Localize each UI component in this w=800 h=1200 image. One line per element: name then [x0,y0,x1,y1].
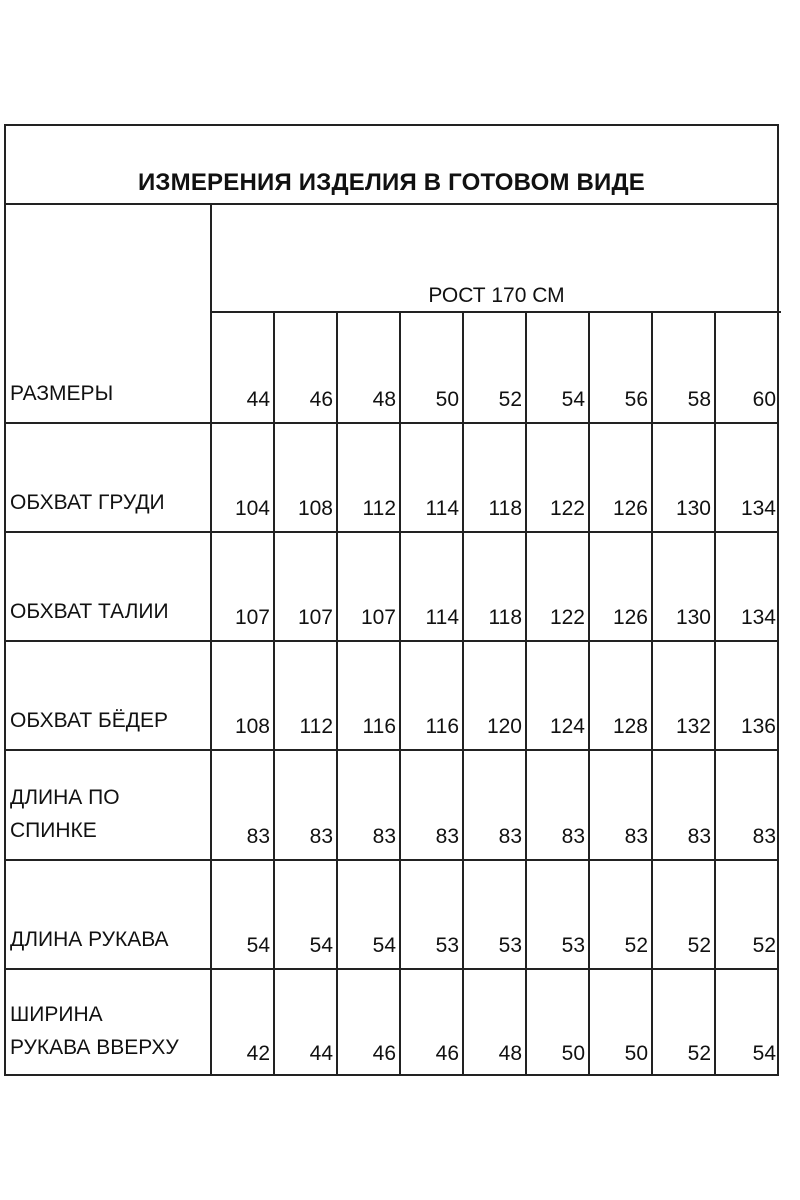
size-value-cell: 118 [488,497,522,520]
size-value-cell: 116 [425,715,459,738]
size-value-cell: 132 [675,715,711,738]
column-divider [714,313,716,1076]
size-value-cell: 60 [752,388,776,411]
size-value-cell: 122 [549,497,585,520]
size-value-cell: 134 [740,497,776,520]
size-value-cell: 112 [362,497,396,520]
height-header-cell [210,205,781,313]
size-value-cell: 83 [687,825,711,848]
size-value-cell: 136 [740,715,776,738]
size-value-cell: 54 [309,934,333,957]
size-value-cell: 48 [498,1042,522,1065]
row-label: ДЛИНА РУКАВА [10,928,169,951]
height-label: РОСТ 170 СМ [428,284,565,307]
row-divider [6,531,779,533]
title-cell [6,126,777,205]
size-value-cell: 107 [360,606,396,629]
size-value-cell: 46 [435,1042,459,1065]
size-value-cell: 107 [297,606,333,629]
size-value-cell: 130 [675,606,711,629]
column-divider [336,313,338,1076]
size-value-cell: 52 [687,934,711,957]
column-divider [273,313,275,1076]
size-value-cell: 46 [309,388,333,411]
size-value-cell: 54 [561,388,585,411]
size-value-cell: 54 [246,934,270,957]
size-value-cell: 44 [309,1042,333,1065]
size-value-cell: 112 [299,715,333,738]
size-value-cell: 118 [488,606,522,629]
size-value-cell: 134 [740,606,776,629]
size-value-cell: 120 [486,715,522,738]
size-value-cell: 53 [498,934,522,957]
table-title: ИЗМЕРЕНИЯ ИЗДЕЛИЯ В ГОТОВОМ ВИДЕ [137,169,646,196]
size-value-cell: 83 [435,825,459,848]
size-value-cell: 52 [498,388,522,411]
column-divider [399,313,401,1076]
row-label: ОБХВАТ ГРУДИ [10,491,165,514]
size-value-cell: 126 [612,606,648,629]
size-value-cell: 54 [372,934,396,957]
size-value-cell: 114 [425,497,459,520]
row-divider [6,968,779,970]
row-divider [6,859,779,861]
column-divider [651,313,653,1076]
size-value-cell: 52 [687,1042,711,1065]
column-divider [588,313,590,1076]
size-value-cell: 104 [234,497,270,520]
row-label: ДЛИНА ПО СПИНКЕ [10,786,120,842]
size-value-cell: 83 [309,825,333,848]
size-value-cell: 46 [372,1042,396,1065]
size-value-cell: 83 [498,825,522,848]
size-value-cell: 52 [624,934,648,957]
size-value-cell: 83 [624,825,648,848]
size-value-cell: 50 [561,1042,585,1065]
row-label: ОБХВАТ ТАЛИИ [10,600,169,623]
size-value-cell: 128 [612,715,648,738]
size-value-cell: 126 [612,497,648,520]
row-divider [6,422,779,424]
size-value-cell: 107 [234,606,270,629]
size-value-cell: 108 [234,715,270,738]
column-divider [462,313,464,1076]
size-value-cell: 56 [624,388,648,411]
size-value-cell: 53 [435,934,459,957]
size-value-cell: 44 [246,388,270,411]
size-chart-table [4,124,779,1076]
size-value-cell: 58 [687,388,711,411]
column-divider [525,313,527,1076]
size-value-cell: 122 [549,606,585,629]
row-label: ШИРИНА РУКАВА ВВЕРХУ [10,1003,179,1059]
size-value-cell: 83 [561,825,585,848]
size-value-cell: 50 [435,388,459,411]
size-value-cell: 130 [675,497,711,520]
size-value-cell: 114 [425,606,459,629]
size-value-cell: 53 [561,934,585,957]
size-value-cell: 116 [362,715,396,738]
size-value-cell: 83 [246,825,270,848]
size-value-cell: 108 [297,497,333,520]
size-value-cell: 50 [624,1042,648,1065]
row-divider [6,749,779,751]
size-value-cell: 54 [752,1042,776,1065]
size-value-cell: 48 [372,388,396,411]
size-value-cell: 83 [372,825,396,848]
size-value-cell: 52 [752,934,776,957]
size-value-cell: 124 [549,715,585,738]
size-value-cell: 83 [752,825,776,848]
row-label: РАЗМЕРЫ [10,382,114,405]
size-value-cell: 42 [246,1042,270,1065]
row-divider [6,640,779,642]
row-label: ОБХВАТ БЁДЕР [10,709,169,732]
